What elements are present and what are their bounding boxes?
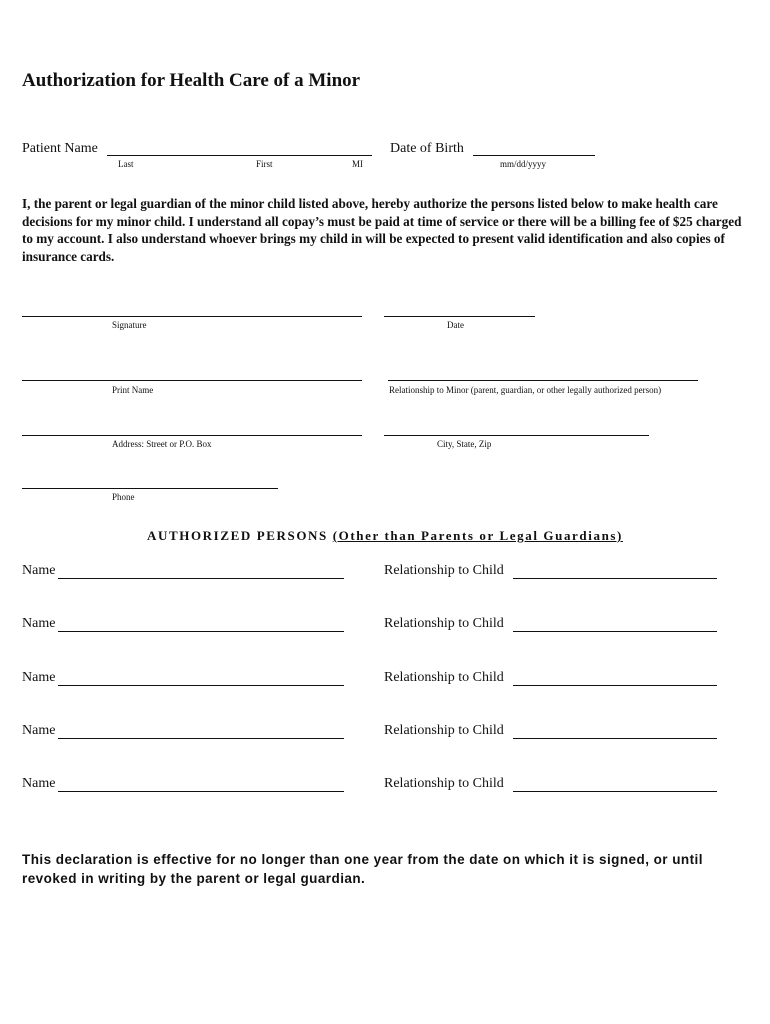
person-relationship-label: Relationship to Child xyxy=(384,616,504,632)
authorized-person-row xyxy=(0,723,770,776)
person-name-field[interactable] xyxy=(58,791,344,792)
dob-field[interactable] xyxy=(473,155,595,156)
authorized-persons-title: AUTHORIZED PERSONS xyxy=(147,528,328,543)
patient-name-mi-caption: MI xyxy=(352,159,363,169)
person-relationship-field[interactable] xyxy=(513,791,717,792)
authorization-text: I, the parent or legal guardian of the minor child listed above, hereby authorize the persons listed below to make health care decisions for my minor child. I understand all copay’s must be paid at time of service or there will be a billing fee of $25 charged to my account. I also understand whoever brings my child in will be expected to present valid identification and also copies of insurance cards. xyxy=(22,196,742,264)
person-name-label: Name xyxy=(22,776,56,792)
authorized-person-row xyxy=(0,563,770,616)
address-field[interactable] xyxy=(22,435,362,436)
relationship-field[interactable] xyxy=(388,380,698,381)
person-name-label: Name xyxy=(22,563,56,578)
authorized-person-row xyxy=(0,776,770,829)
patient-name-last-caption: Last xyxy=(118,159,134,169)
patient-name-first-caption: First xyxy=(256,159,273,169)
patient-name-label: Patient Name xyxy=(22,141,98,156)
dob-label: Date of Birth xyxy=(390,141,464,156)
declaration-text: This declaration is effective for no longer than one year from the date on which it is signed, or until revoked in writing by the parent or legal guardian. xyxy=(22,852,703,886)
phone-caption: Phone xyxy=(112,492,135,502)
authorized-person-row xyxy=(0,616,770,669)
authorized-persons-list xyxy=(0,563,770,829)
authorized-persons-heading xyxy=(0,528,770,544)
person-relationship-label: Relationship to Child xyxy=(384,669,504,685)
authorized-person-row xyxy=(0,670,770,723)
person-name-field[interactable] xyxy=(58,631,344,632)
person-relationship-label: Relationship to Child xyxy=(384,563,504,578)
date-field[interactable] xyxy=(384,316,535,317)
phone-field[interactable] xyxy=(22,488,278,489)
person-relationship-field[interactable] xyxy=(513,578,717,579)
relationship-caption: Relationship to Minor (parent, guardian, or other legally authorized person) xyxy=(389,385,662,395)
person-relationship-field[interactable] xyxy=(513,738,717,739)
person-relationship-field[interactable] xyxy=(513,631,717,632)
person-name-label: Name xyxy=(22,722,56,738)
signature-field[interactable] xyxy=(22,316,362,317)
patient-name-field[interactable] xyxy=(107,155,372,156)
form-title: Authorization for Health Care of a Minor xyxy=(22,70,361,91)
person-name-field[interactable] xyxy=(58,685,344,686)
city-state-zip-caption: City, State, Zip xyxy=(437,439,492,449)
person-name-label: Name xyxy=(22,616,56,632)
person-relationship-field[interactable] xyxy=(513,685,717,686)
print-name-caption: Print Name xyxy=(112,385,154,395)
address-caption: Address: Street or P.O. Box xyxy=(112,439,212,449)
person-name-label: Name xyxy=(22,669,56,685)
dob-format-caption: mm/dd/yyyy xyxy=(500,159,547,169)
person-relationship-label: Relationship to Child xyxy=(384,722,504,738)
city-state-zip-field[interactable] xyxy=(384,435,649,436)
date-caption: Date xyxy=(447,320,464,330)
print-name-field[interactable] xyxy=(22,380,362,381)
person-name-field[interactable] xyxy=(58,738,344,739)
person-relationship-label: Relationship to Child xyxy=(384,776,504,792)
authorized-persons-subtitle: (Other than Parents or Legal Guardians) xyxy=(332,528,623,543)
person-name-field[interactable] xyxy=(58,578,344,579)
signature-caption: Signature xyxy=(112,320,147,330)
